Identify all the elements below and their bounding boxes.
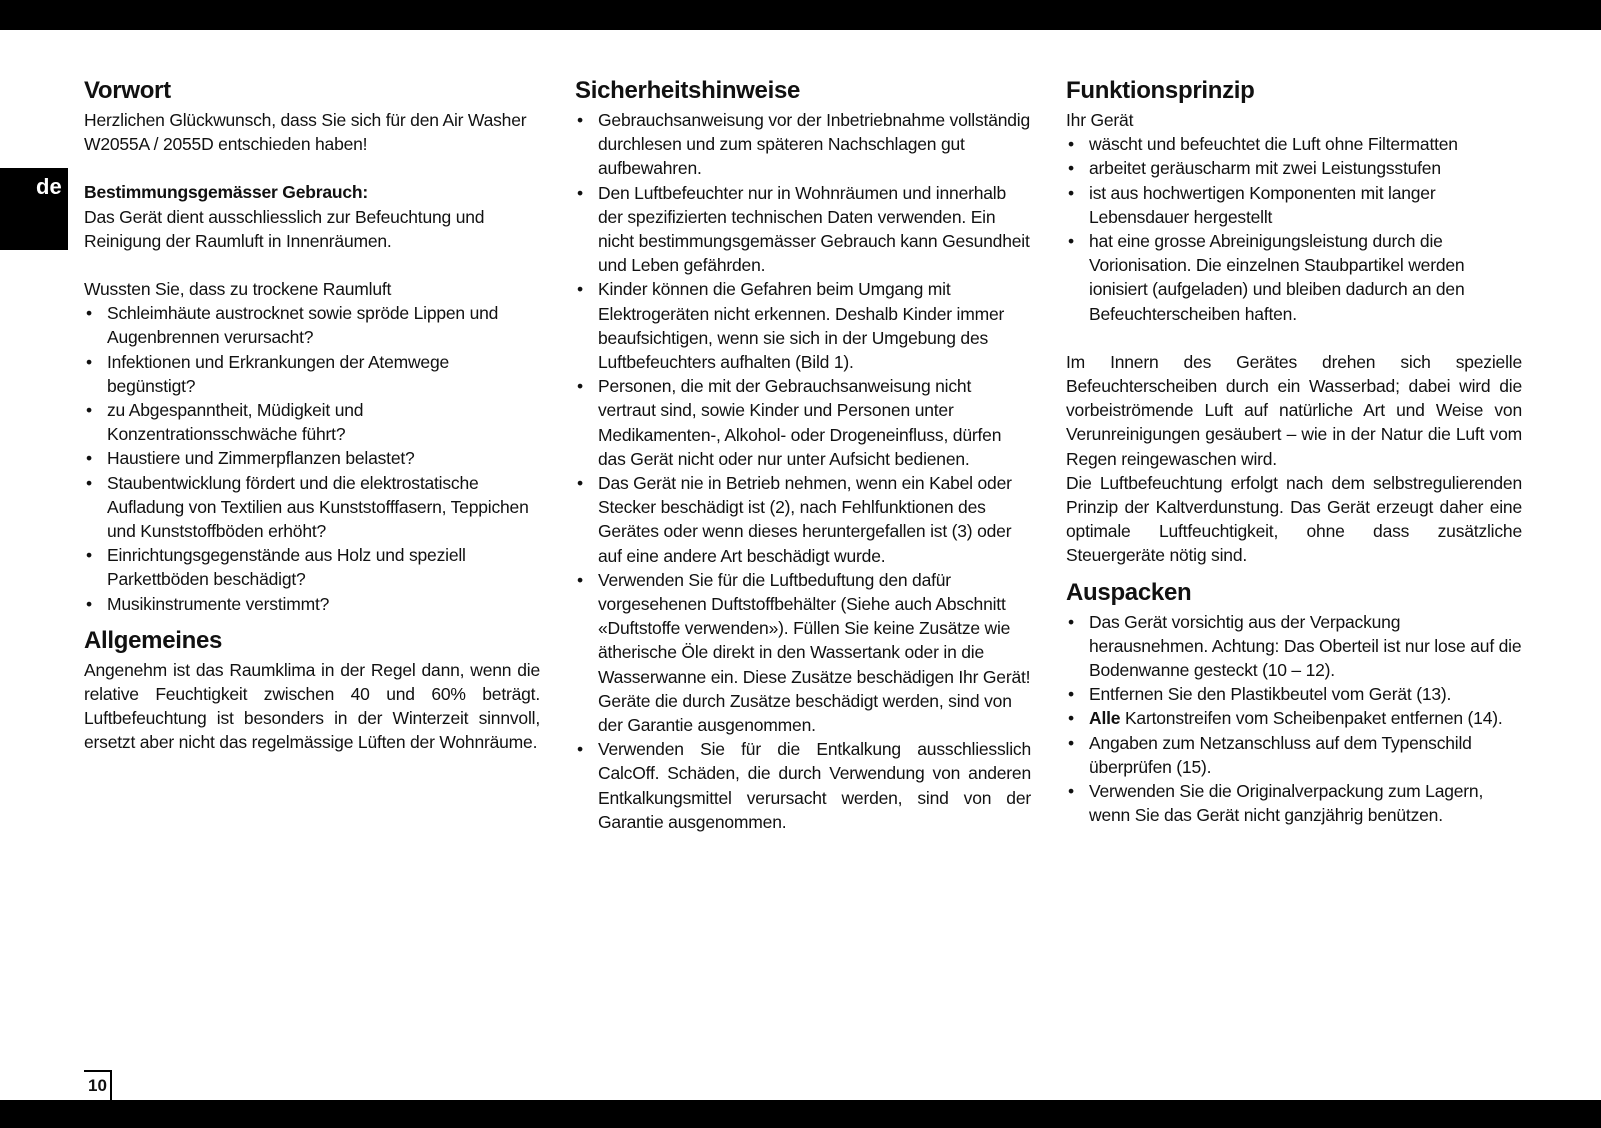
top-bar bbox=[0, 0, 1601, 30]
list-item: • ist aus hochwertigen Komponenten mit langer Lebensdauer hergestellt bbox=[1066, 181, 1522, 229]
list-item: • Entfernen Sie den Plastikbeutel vom Gerät (13). bbox=[1066, 682, 1522, 706]
list-item: • Angaben zum Netzanschluss auf dem Typenschild überprüfen (15). bbox=[1066, 731, 1522, 779]
sicherheit-heading: Sicherheitshinweise bbox=[575, 77, 801, 104]
bestimmung-heading: Bestimmungsgemässer Gebrauch: bbox=[84, 182, 369, 203]
list-item: • Einrichtungsgegenstände aus Holz und speziell Parkettböden beschädigt? bbox=[84, 543, 540, 591]
funktion-list bbox=[1066, 132, 1522, 326]
list-item: • arbeitet geräuscharm mit zwei Leistungsstufen bbox=[1066, 156, 1522, 180]
list-item-text: Kartonstreifen vom Scheibenpaket entfernen (14). bbox=[1120, 708, 1503, 729]
column-right bbox=[1066, 76, 1522, 827]
column-middle bbox=[575, 76, 1031, 834]
allgemeines-text: Angenehm ist das Raumklima in der Regel dann, wenn die relative Feuchtigkeit zwischen 40 und 60% beträgt. Luftbefeuchtung ist besonders in der Winterzeit sinnvoll, ersetzt aber nicht das regelmässige Lüften der Wohnräume. bbox=[84, 659, 540, 753]
list-item: • Infektionen und Erkrankungen der Atemwege begünstigt? bbox=[84, 350, 540, 398]
spacer bbox=[84, 156, 540, 180]
auspacken-heading: Auspacken bbox=[1066, 578, 1192, 606]
list-item: • Kinder können die Gefahren beim Umgang mit Elektrogeräten nicht erkennen. Deshalb Kinder immer beaufsichtigen, wenn sie sich in der Umgebung des Luftbefeuchters aufhalten (Bild 1). bbox=[575, 277, 1031, 374]
bottom-bar bbox=[0, 1100, 1601, 1128]
vorwort-heading: Vorwort bbox=[84, 77, 171, 104]
list-item: • wäscht und befeuchtet die Luft ohne Filtermatten bbox=[1066, 132, 1522, 156]
vorwort-text: Herzlichen Glückwunsch, dass Sie sich für den Air Washer W2055A / 2055D entschieden haben! bbox=[84, 110, 527, 155]
list-item: • zu Abgespanntheit, Müdigkeit und Konzentrationsschwäche führt? bbox=[84, 398, 540, 446]
funktion-paragraph-1: Im Innern des Gerätes drehen sich spezielle Befeuchterscheiben durch ein Wasserbad; dabei wird die vorbeiströmende Luft auf natürliche Art und Weise von Verunreinigungen gesäubert – wie in der Natur die Luft vom Regen reingewaschen wird. bbox=[1066, 351, 1522, 469]
list-item: • Personen, die mit der Gebrauchsanweisung nicht vertraut sind, sowie Kinder und Personen unter Medikamenten-, Alkohol- oder Drogeneinfluss, dürfen das Gerät nicht oder nur unter Aufsicht bedienen. bbox=[575, 374, 1031, 471]
list-item: • Das Gerät vorsichtig aus der Verpackung herausnehmen. Achtung: Das Oberteil ist nur lose auf die Bodenwanne gesteckt (10 – 12). bbox=[1066, 610, 1522, 683]
sicherheit-list bbox=[575, 108, 1031, 834]
funktion-heading: Funktionsprinzip bbox=[1066, 77, 1255, 104]
list-item: • Musikinstrumente verstimmt? bbox=[84, 592, 540, 616]
bestimmung-text: Das Gerät dient ausschliesslich zur Befeuchtung und Reinigung der Raumluft in Innenräumen. bbox=[84, 206, 485, 251]
list-item: • Schleimhäute austrocknet sowie spröde Lippen und Augenbrennen verursacht? bbox=[84, 301, 540, 349]
column-left bbox=[84, 76, 540, 755]
list-item: • Gebrauchsanweisung vor der Inbetriebnahme vollständig durchlesen und zum späteren Nachschlagen gut aufbewahren. bbox=[575, 108, 1031, 181]
list-item: • hat eine grosse Abreinigungsleistung durch die Vorionisation. Die einzelnen Staubpartikel werden ionisiert (aufgeladen) und bleiben dadurch an den Befeuchterscheiben haften. bbox=[1066, 229, 1522, 326]
wussten-intro: Wussten Sie, dass zu trockene Raumluft bbox=[84, 279, 392, 300]
spacer bbox=[1066, 326, 1522, 350]
funktion-intro: Ihr Gerät bbox=[1066, 110, 1134, 130]
list-item: • Staubentwicklung fördert und die elektrostatische Aufladung von Textilien aus Kunststofffasern, Teppichen und Kunststoffböden erhöht? bbox=[84, 471, 540, 544]
funktion-paragraph-2: Die Luftbefeuchtung erfolgt nach dem selbstregulierenden Prinzip der Kaltverdunstung. Das Gerät erzeugt daher eine optimale Luftfeuchtigkeit, ohne dass zusätzliche Steuergeräte nötig sind. bbox=[1066, 472, 1522, 566]
auspacken-list bbox=[1066, 610, 1522, 828]
wussten-list bbox=[84, 301, 540, 616]
list-item: • Den Luftbefeuchter nur in Wohnräumen und innerhalb der spezifizierten technischen Daten verwenden. Ein nicht bestimmungsgemässer Gebrauch kann Gesundheit und Leben gefährden. bbox=[575, 181, 1031, 278]
list-item: • Verwenden Sie für die Entkalkung ausschliesslich CalcOff. Schäden, die durch Verwendung von anderen Entkalkungsmittel verursacht werden, sind von der Garantie ausgenommen. bbox=[575, 737, 1031, 834]
list-item: • Das Gerät nie in Betrieb nehmen, wenn ein Kabel oder Stecker beschädigt ist (2), nach Fehlfunktionen des Gerätes oder wenn dieses heruntergefallen ist (3) oder auf eine andere Art beschädigt wurde. bbox=[575, 471, 1031, 568]
list-item: • Verwenden Sie für die Luftbeduftung den dafür vorgesehenen Duftstoffbehälter (Siehe auch Abschnitt «Duftstoffe verwenden»). Füllen Sie keine Zusätze wie ätherische Öle direkt in den Wassertank oder in die Wasserwanne ein. Diese Zusätze beschädigen Ihr Gerät! Geräte die durch Zusätze beschädigt werden, sind von der Garantie ausgenommen. bbox=[575, 568, 1031, 737]
list-item: • Haustiere und Zimmerpflanzen belastet? bbox=[84, 446, 540, 470]
allgemeines-heading: Allgemeines bbox=[84, 626, 223, 654]
list-item: • Verwenden Sie die Originalverpackung zum Lagern, wenn Sie das Gerät nicht ganzjährig benützen. bbox=[1066, 779, 1522, 827]
language-tab: de bbox=[0, 168, 68, 250]
spacer bbox=[84, 253, 540, 277]
emphasis-word: Alle bbox=[1089, 708, 1121, 729]
list-item bbox=[1066, 706, 1522, 730]
page-number: 10 bbox=[84, 1070, 112, 1100]
